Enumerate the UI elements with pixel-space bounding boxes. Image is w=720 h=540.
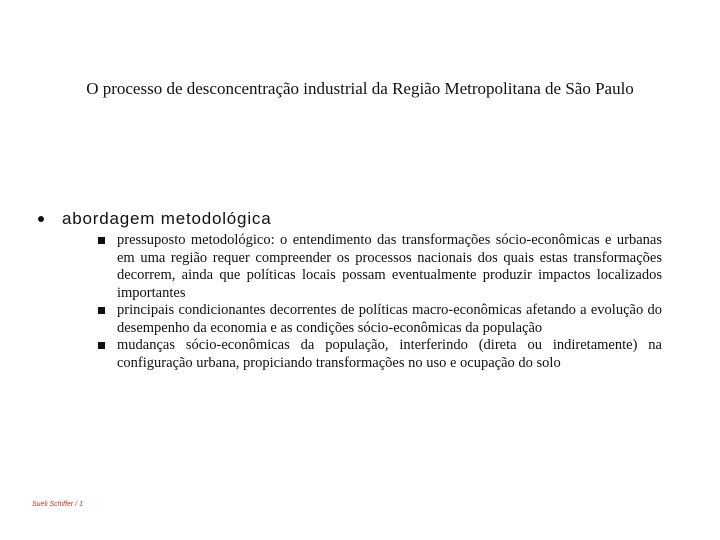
bullet-list — [98, 232, 662, 372]
square-bullet-icon — [98, 307, 105, 314]
slide-title: O processo de desconcentração industrial da Região Metropolitana de São Paulo — [86, 79, 634, 98]
section-methodology — [36, 206, 676, 371]
bullet-text: principais condicionantes decorrentes de políticas macro-econômicas afetando a evolução do desempenho da economia e as condições sócio-econômicas da população — [117, 302, 662, 336]
list-item — [98, 302, 662, 337]
square-bullet-icon — [98, 237, 105, 244]
bullet-text: pressuposto metodológico: o entendimento das transformações sócio-econômicas e urbanas em uma região requer compreender os processos nacionais dos quais estas transformações decorrem, ainda que políticas locais possam eventualmente produzir impactos localizados importantes — [117, 232, 662, 301]
list-item — [98, 232, 662, 302]
section-heading: abordagem metodológica — [62, 209, 272, 228]
list-item — [98, 337, 662, 372]
section-header — [36, 206, 676, 232]
square-bullet-icon — [98, 342, 105, 349]
bullet-text: mudanças sócio-econômicas da população, interferindo (direta ou indiretamente) na configuração urbana, propiciando transformações no uso e ocupação do solo — [117, 337, 662, 371]
footer-credit: Sueli Schiffer / 1 — [32, 501, 83, 508]
bullet-dot-icon — [38, 216, 44, 222]
